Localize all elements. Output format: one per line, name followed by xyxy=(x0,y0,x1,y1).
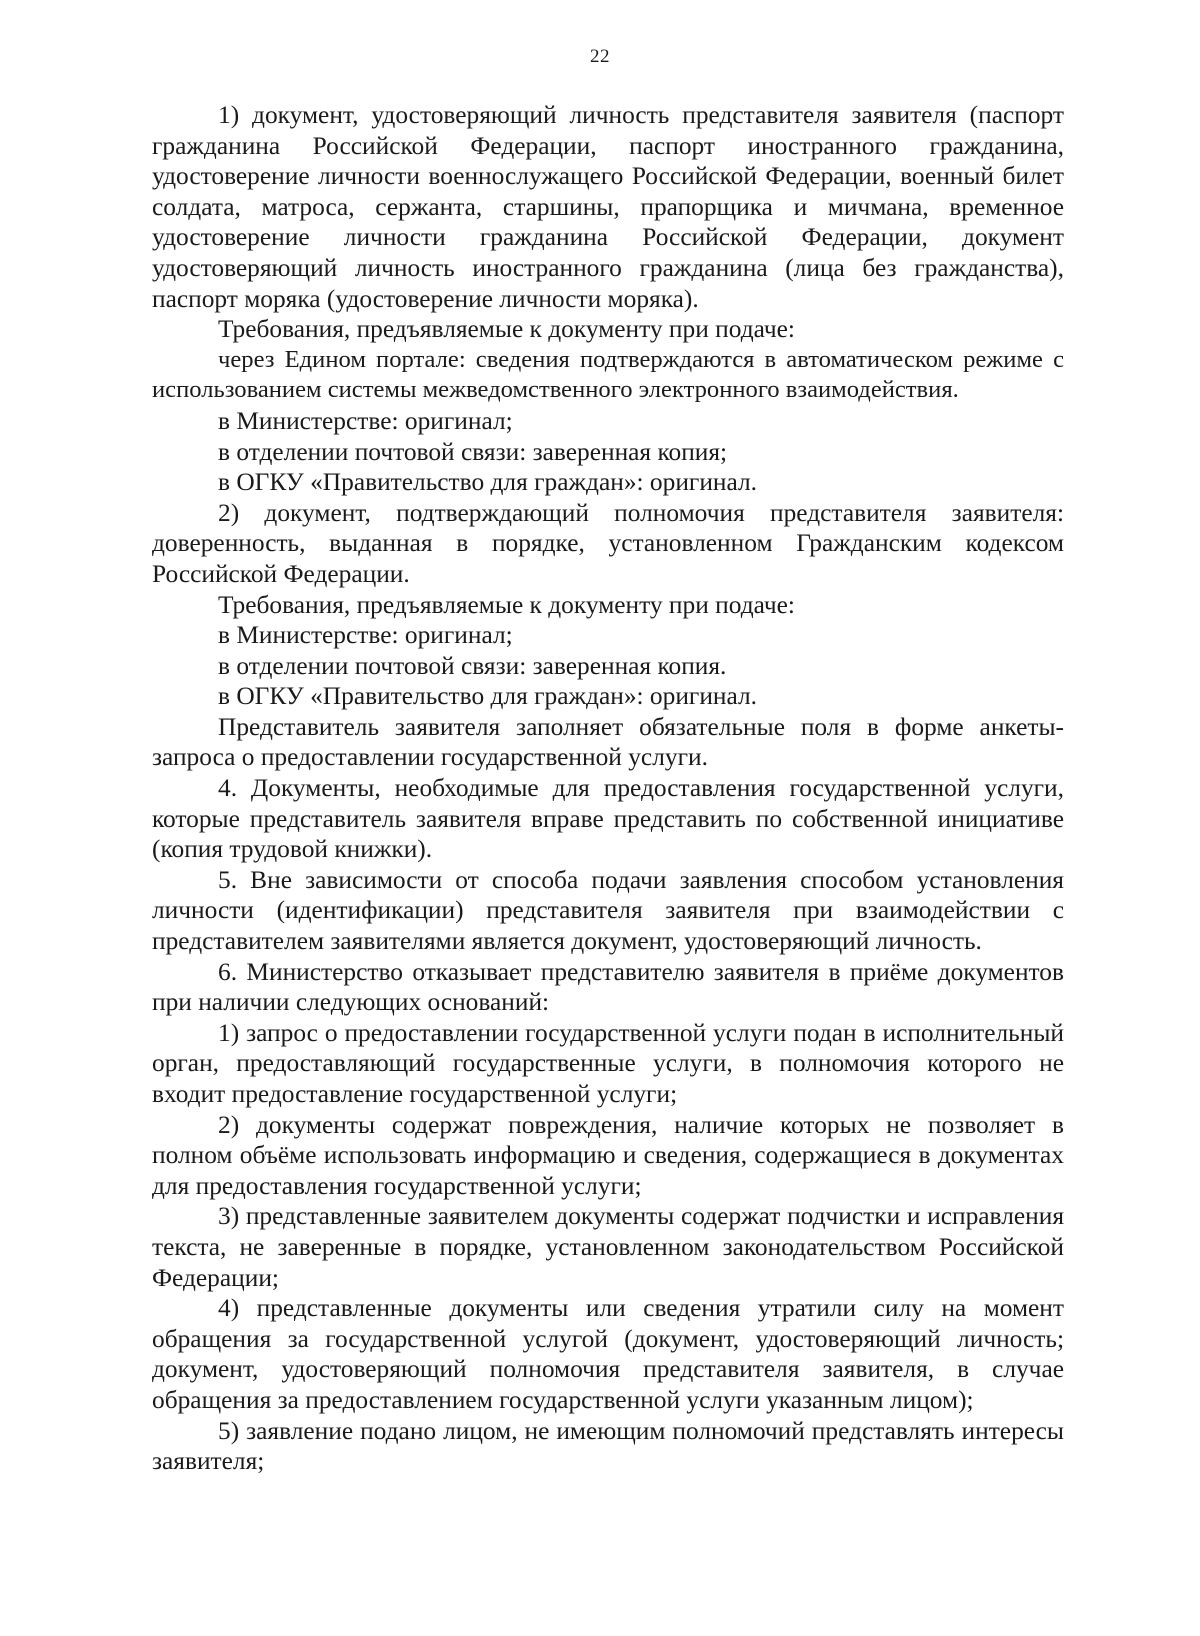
paragraph: 1) запрос о предоставлении государственной услуги подан в исполнительный орган, предоставляющий государственные услуги, в полномочия которого не входит предоставление государственной услуги; xyxy=(152,1018,1064,1108)
paragraph: 5. Вне зависимости от способа подачи заявления способом установления личности (идентификации) представителя заявителя при взаимодействии с представителем заявителями является документ, удостоверяющий личность. xyxy=(152,865,1064,956)
paragraph: Представитель заявителя заполняет обязательные поля в форме анкеты-запроса о предоставлении государственной услуги. xyxy=(152,712,1064,772)
paragraph: Требования, предъявляемые к документу при подаче: xyxy=(218,315,795,344)
paragraph: в отделении почтовой связи: заверенная копия; xyxy=(218,437,728,466)
paragraph: через Едином портале: сведения подтверждаются в автоматическом режиме с использованием системы межведомственного электронного взаимодействия. xyxy=(152,345,1064,404)
paragraph: 3) представленные заявителем документы содержат подчистки и исправления текста, не заверенные в порядке, установленном законодательством Российской Федерации; xyxy=(152,1202,1064,1292)
paragraph: в ОГКУ «Правительство для граждан»: оригинал. xyxy=(218,682,758,711)
paragraph: 2) документ, подтверждающий полномочия представителя заявителя: доверенность, выданная в порядке, установленном Гражданским кодексом Российской Федерации. xyxy=(152,498,1064,588)
paragraph: 2) документы содержат повреждения, наличие которых не позволяет в полном объёме использовать информацию и сведения, содержащиеся в документах для предоставления государственной услуги; xyxy=(152,1110,1064,1200)
paragraph: 5) заявление подано лицом, не имеющим полномочий представлять интересы заявителя; xyxy=(152,1416,1064,1476)
paragraph: 6. Министерство отказывает представителю заявителя в приёме документов при наличии следующих оснований: xyxy=(152,957,1064,1017)
paragraph: Требования, предъявляемые к документу при подаче: xyxy=(218,590,795,619)
paragraph: в отделении почтовой связи: заверенная копия. xyxy=(218,651,727,680)
document-body xyxy=(152,100,1064,1477)
paragraph: в Министерстве: оригинал; xyxy=(218,621,513,650)
paragraph: 1) документ, удостоверяющий личность представителя заявителя (паспорт гражданина Российской Федерации, паспорт иностранного гражданина, удостоверение личности военнослужащего Российской Федерации, военный билет солдата, матроса, сержанта, старшины, прапорщика и мичмана, временное удостоверение личности гражданина Российской Федерации, документ удостоверяющий личность иностранного гражданина (лица без гражданства), паспорт моряка (удостоверение личности моряка). xyxy=(152,101,1064,313)
page-number: 22 xyxy=(590,46,610,67)
paragraph: 4) представленные документы или сведения утратили силу на момент обращения за государственной услугой (документ, удостоверяющий личность; документ, удостоверяющий полномочия представителя заявителя, в случае обращения за предоставлением государственной услуги указанным лицом); xyxy=(152,1294,1064,1414)
paragraph: в Министерстве: оригинал; xyxy=(218,406,513,435)
paragraph: 4. Документы, необходимые для предоставления государственной услуги, которые представитель заявителя вправе представить по собственной инициативе (копия трудовой книжки). xyxy=(152,774,1064,864)
paragraph: в ОГКУ «Правительство для граждан»: оригинал. xyxy=(218,468,758,497)
